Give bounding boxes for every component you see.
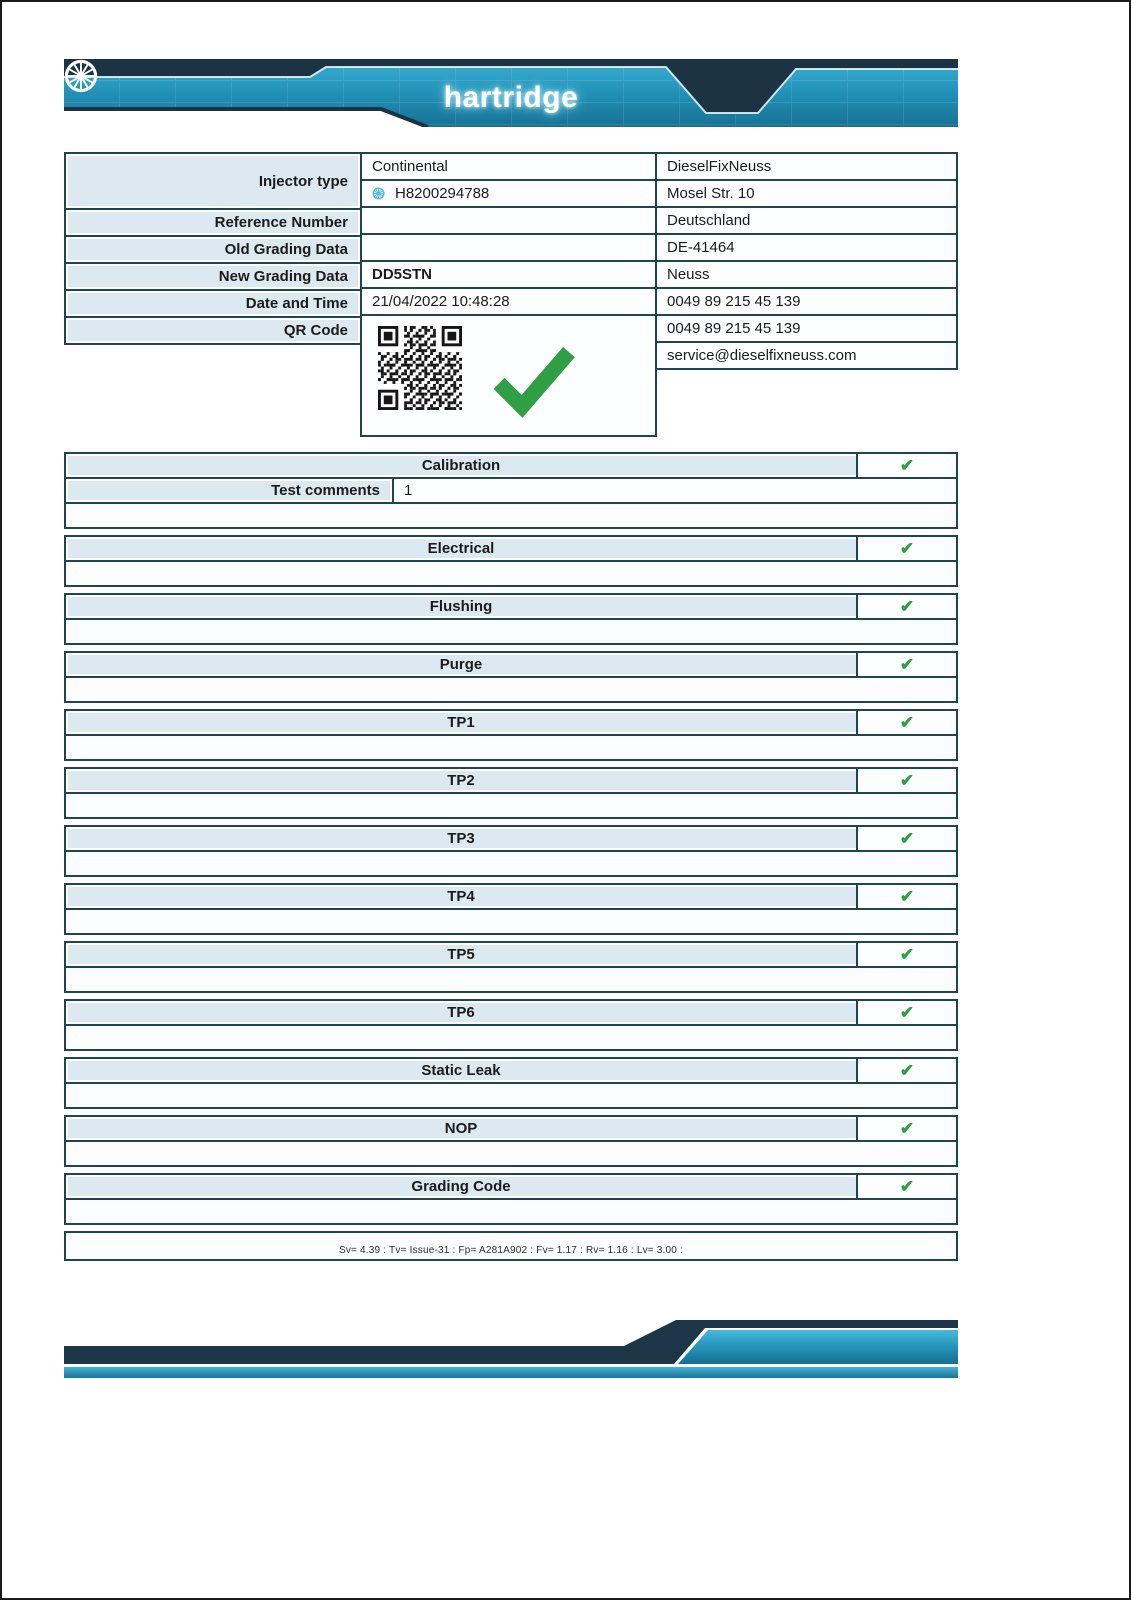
section-title: TP1 — [447, 714, 475, 731]
section-static-leak — [64, 1057, 958, 1109]
section-status-cell — [856, 537, 956, 560]
section-empty-row — [64, 618, 958, 645]
injector-make-value: Continental — [360, 152, 657, 181]
old-grading-label: Old Grading Data — [64, 235, 362, 264]
injector-part-number-value: H8200294788 — [395, 185, 490, 202]
brand-name: hartridge — [443, 81, 579, 114]
qr-code-image — [378, 326, 462, 410]
section-title: TP2 — [447, 772, 475, 789]
section-electrical — [64, 535, 958, 587]
section-status-cell — [856, 1001, 956, 1024]
section-status-cell — [856, 827, 956, 850]
section-tp6 — [64, 999, 958, 1051]
pass-check-icon: ✔ — [899, 655, 915, 674]
section-title: TP6 — [447, 1004, 475, 1021]
section-title: Calibration — [421, 457, 501, 474]
reference-number-value — [360, 206, 657, 235]
section-empty-row — [64, 908, 958, 935]
section-title: TP4 — [447, 888, 475, 905]
section-status-cell — [856, 1117, 956, 1140]
section-status-cell — [856, 769, 956, 792]
section-empty-row — [64, 734, 958, 761]
section-title: Grading Code — [411, 1178, 511, 1195]
section-empty-row — [64, 1198, 958, 1225]
old-grading-value — [360, 233, 657, 262]
test-comments-label: Test comments — [64, 477, 394, 504]
workshop-column — [655, 152, 958, 370]
section-tp2 — [64, 767, 958, 819]
pass-check-icon: ✔ — [899, 539, 915, 558]
mini-wheel-icon — [372, 187, 385, 200]
header-banner — [64, 59, 958, 127]
section-empty-row — [64, 1024, 958, 1051]
pass-check-large-icon — [488, 340, 580, 423]
section-empty-row — [64, 560, 958, 587]
workshop-phone-1: 0049 89 215 45 139 — [655, 287, 958, 316]
version-strip — [64, 1231, 958, 1261]
footer-banner — [64, 1320, 958, 1378]
section-tp1 — [64, 709, 958, 761]
section-empty-row — [64, 1140, 958, 1167]
test-comments-value: 1 — [392, 477, 958, 504]
section-status-cell — [856, 885, 956, 908]
section-status-cell — [856, 711, 956, 734]
qr-code-label: QR Code — [64, 316, 362, 345]
footer-banner-graphic — [64, 1320, 958, 1378]
section-status-cell — [856, 1175, 956, 1198]
pass-check-icon: ✔ — [899, 1119, 915, 1138]
new-grading-label: New Grading Data — [64, 262, 362, 291]
workshop-postcode: DE-41464 — [655, 233, 958, 262]
version-line: Sv= 4.39 : Tv= Issue-31 : Fp= A281A902 : Fv= 1.17 : Rv= 1.16 : Lv= 3.00 : — [338, 1245, 684, 1256]
workshop-name: DieselFixNeuss — [655, 152, 958, 181]
reference-number-label: Reference Number — [64, 208, 362, 237]
section-status-cell — [856, 653, 956, 676]
workshop-email: service@dieselfixneuss.com — [655, 341, 958, 370]
section-title: Static Leak — [421, 1062, 501, 1079]
section-title: TP3 — [447, 830, 475, 847]
section-empty-row — [64, 676, 958, 703]
injector-info-table — [64, 152, 958, 452]
section-title: Electrical — [427, 540, 495, 557]
section-tp5 — [64, 941, 958, 993]
section-status-cell — [856, 943, 956, 966]
section-title: Purge — [439, 656, 483, 673]
hartridge-wheel-icon — [64, 59, 98, 93]
section-empty-row — [64, 1082, 958, 1109]
section-calibration — [64, 452, 958, 529]
qr-code-cell — [360, 314, 657, 437]
workshop-street: Mosel Str. 10 — [655, 179, 958, 208]
pass-check-icon: ✔ — [899, 597, 915, 616]
section-grading-code — [64, 1173, 958, 1225]
pass-check-icon: ✔ — [899, 887, 915, 906]
test-sections — [64, 452, 958, 1261]
pass-check-icon: ✔ — [899, 1061, 915, 1080]
date-time-label: Date and Time — [64, 289, 362, 318]
section-status-cell — [856, 595, 956, 618]
new-grading-value: DD5STN — [360, 260, 657, 289]
pass-check-icon: ✔ — [899, 829, 915, 848]
workshop-city: Neuss — [655, 260, 958, 289]
pass-check-icon: ✔ — [899, 1003, 915, 1022]
pass-check-icon: ✔ — [899, 771, 915, 790]
section-empty-row — [64, 966, 958, 993]
workshop-phone-2: 0049 89 215 45 139 — [655, 314, 958, 343]
injector-part-number-row — [360, 179, 657, 208]
section-tp4 — [64, 883, 958, 935]
injector-type-label: Injector type — [64, 152, 362, 210]
test-comments-row — [64, 477, 958, 504]
section-empty-row — [64, 502, 958, 529]
hartridge-logo — [64, 59, 958, 127]
section-title: Flushing — [429, 598, 493, 615]
pass-check-icon: ✔ — [899, 713, 915, 732]
section-status-cell — [856, 1059, 956, 1082]
date-time-value: 21/04/2022 10:48:28 — [360, 287, 657, 316]
info-value-column — [360, 152, 657, 437]
pass-check-icon: ✔ — [899, 456, 915, 475]
section-purge — [64, 651, 958, 703]
section-empty-row — [64, 850, 958, 877]
section-title: NOP — [444, 1120, 478, 1137]
section-flushing — [64, 593, 958, 645]
info-label-column — [64, 152, 362, 345]
pass-check-icon: ✔ — [899, 945, 915, 964]
section-status-cell — [856, 454, 956, 477]
section-tp3 — [64, 825, 958, 877]
section-empty-row — [64, 792, 958, 819]
workshop-country: Deutschland — [655, 206, 958, 235]
section-title: TP5 — [447, 946, 475, 963]
section-nop — [64, 1115, 958, 1167]
pass-check-icon: ✔ — [899, 1177, 915, 1196]
